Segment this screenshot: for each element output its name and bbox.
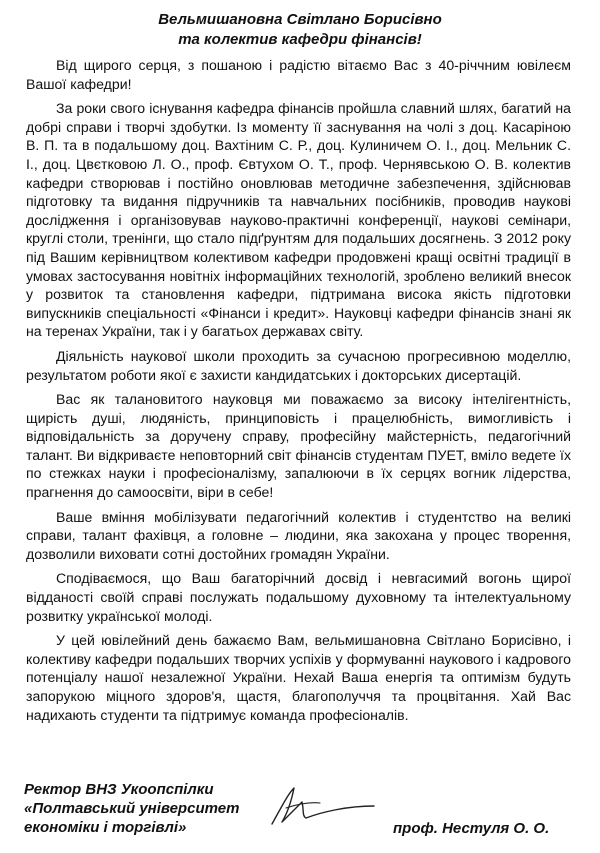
greeting-line-1: Вельмишановна Світлано Борисівно [158,11,442,28]
signatory-line-1: Ректор ВНЗ Укоопспілки [24,781,214,798]
letter-body [26,56,571,730]
paragraph-6: Сподіваємося, що Ваш багаторічний досвід і невгасимий вогонь щирої відданості своїй справі послужать подальшому духовному та інтелектуальному розвитку української молоді. [26,570,571,624]
paragraph-5: Ваше вміння мобілізувати педагогічний колектив і студентство на великі справи, талант фахівця, а головне – людини, яка закохана у процес творення, дозволили виховати сотні достойних громадян України. [26,508,571,562]
handwritten-signature [262,776,382,836]
paragraph-2: За роки свого існування кафедра фінансів пройшла славний шлях, багатий на добрі справи і творчі здобутки. Із моменту її заснування на чолі з доц. Касаріною В. П. та в подальшому доц. Вахтіним С. Р., доц. Кулиничем О. І., доц. Мельник С. І., доц. Цвєтковою Л. О., проф. Євтухом О. Т., проф. Чернявською О. В. колектив кафедри створював і постійно оновлював методичне забезпечення, здійснював підготовку та видання підручників та навчальних посібників, проводив наукові дослідження і організовував науково-практичні конференції, наукові семінари, круглі столи, тренінги, що стало підґрунтям для подальших досягнень. З 2012 року під Вашим керівництвом колективом кафедри продовжені кращі освітні традиції в умовах застосування новітніх інформаційних технологій, зроблено великий внесок у розвиток та становлення кафедри, підтримана висока якість підготовки випускників спеціальності «Фінанси і кредит». Науковці кафедри фінансів знані як на теренах України, так і у багатьох державах світу. [26,100,571,340]
signatory-line-2: «Полтавський університет [24,800,240,817]
signatory-title [24,780,239,837]
paragraph-7: У цей ювілейний день бажаємо Вам, вельмишановна Світлано Борисівно, і колективу кафедри подальших творчих успіхів у формуванні наукового і кадрового потенціалу нашої незалежної України. Нехай Ваша енергія та оптимізм будуть запорукою міцного здоров'я, щастя, благополуччя та процвітання. Хай Вас надихають студенти та підтримує команда професіоналів. [26,632,571,723]
signatory-name: проф. Нестуля О. О. [393,820,550,837]
paragraph-1: Від щирого серця, з пошаною і радістю вітаємо Вас з 40-річчним ювілеєм Вашої кафедри! [26,57,571,92]
paragraph-3: Діяльність наукової школи проходить за сучасною прогресивною моделлю, результатом роботи якої є захисти кандидатських і докторських дисертацій. [26,347,571,383]
paragraph-4: Вас як талановитого науковця ми поважаємо за високу інтелігентність, щирість душі, людяність, принциповість і працелюбність, вимогливість і відповідальність за доручену справу, професійну майстерність, педагогічний талант. Ви відкриваєте неповторний світ фінансів студентам ПУЕТ, вміло ведете їх по стежках науки і професіоналізму, запалюючи в їх серцях вогник лідерства, прагнення до самоосвіти, віри в себе! [26,391,571,501]
signatory-line-3: економіки і торгівлі» [24,819,187,836]
greeting-line-2: та колектив кафедри фінансів! [178,31,422,48]
